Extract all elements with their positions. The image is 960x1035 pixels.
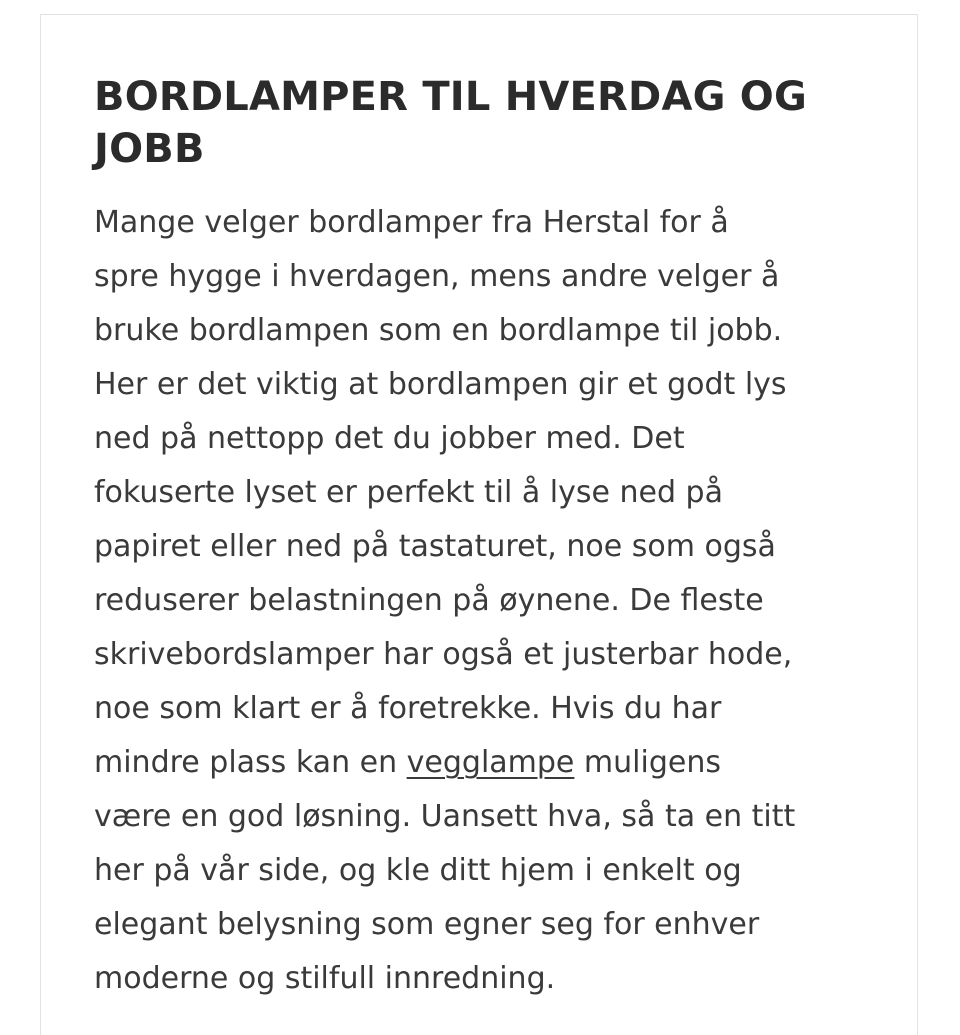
paragraph-line: Her er det viktig at bordlampen gir et godt lys xyxy=(94,367,787,402)
paragraph-line: reduserer belastningen på øynene. De fleste xyxy=(94,583,764,618)
paragraph-line: noe som klart er å foretrekke. Hvis du har xyxy=(94,691,722,726)
link-line-before: mindre plass kan en xyxy=(94,745,407,780)
paragraph-line: skrivebordslamper har også et justerbar hode, xyxy=(94,637,793,672)
paragraph-line: moderne og stilfull innredning. xyxy=(94,961,556,996)
paragraph-line: Mange velger bordlamper fra Herstal for å xyxy=(94,205,729,240)
paragraph-line: ned på nettopp det du jobber med. Det xyxy=(94,421,685,456)
heading-line-1: BORDLAMPER TIL HVERDAG OG xyxy=(94,74,808,120)
paragraph-line: fokuserte lyset er perfekt til å lyse ned på xyxy=(94,475,723,510)
vegglampe-link[interactable]: vegglampe xyxy=(406,745,575,780)
paragraph-line: papiret eller ned på tastaturet, noe som også xyxy=(94,529,776,564)
paragraph-line-with-link xyxy=(94,736,884,790)
paragraph-line: være en god løsning. Uansett hva, så ta en titt xyxy=(94,799,796,834)
link-line-after: muligens xyxy=(574,745,721,780)
paragraph-line: elegant belysning som egner seg for enhver xyxy=(94,907,760,942)
content-card xyxy=(40,14,918,1035)
section-heading xyxy=(94,71,874,175)
paragraph-line: bruke bordlampen som en bordlampe til jobb. xyxy=(94,313,783,348)
heading-line-2: JOBB xyxy=(94,126,205,172)
body-paragraph xyxy=(94,196,884,1006)
paragraph-line: her på vår side, og kle ditt hjem i enkelt og xyxy=(94,853,742,888)
paragraph-line: spre hygge i hverdagen, mens andre velger å xyxy=(94,259,780,294)
